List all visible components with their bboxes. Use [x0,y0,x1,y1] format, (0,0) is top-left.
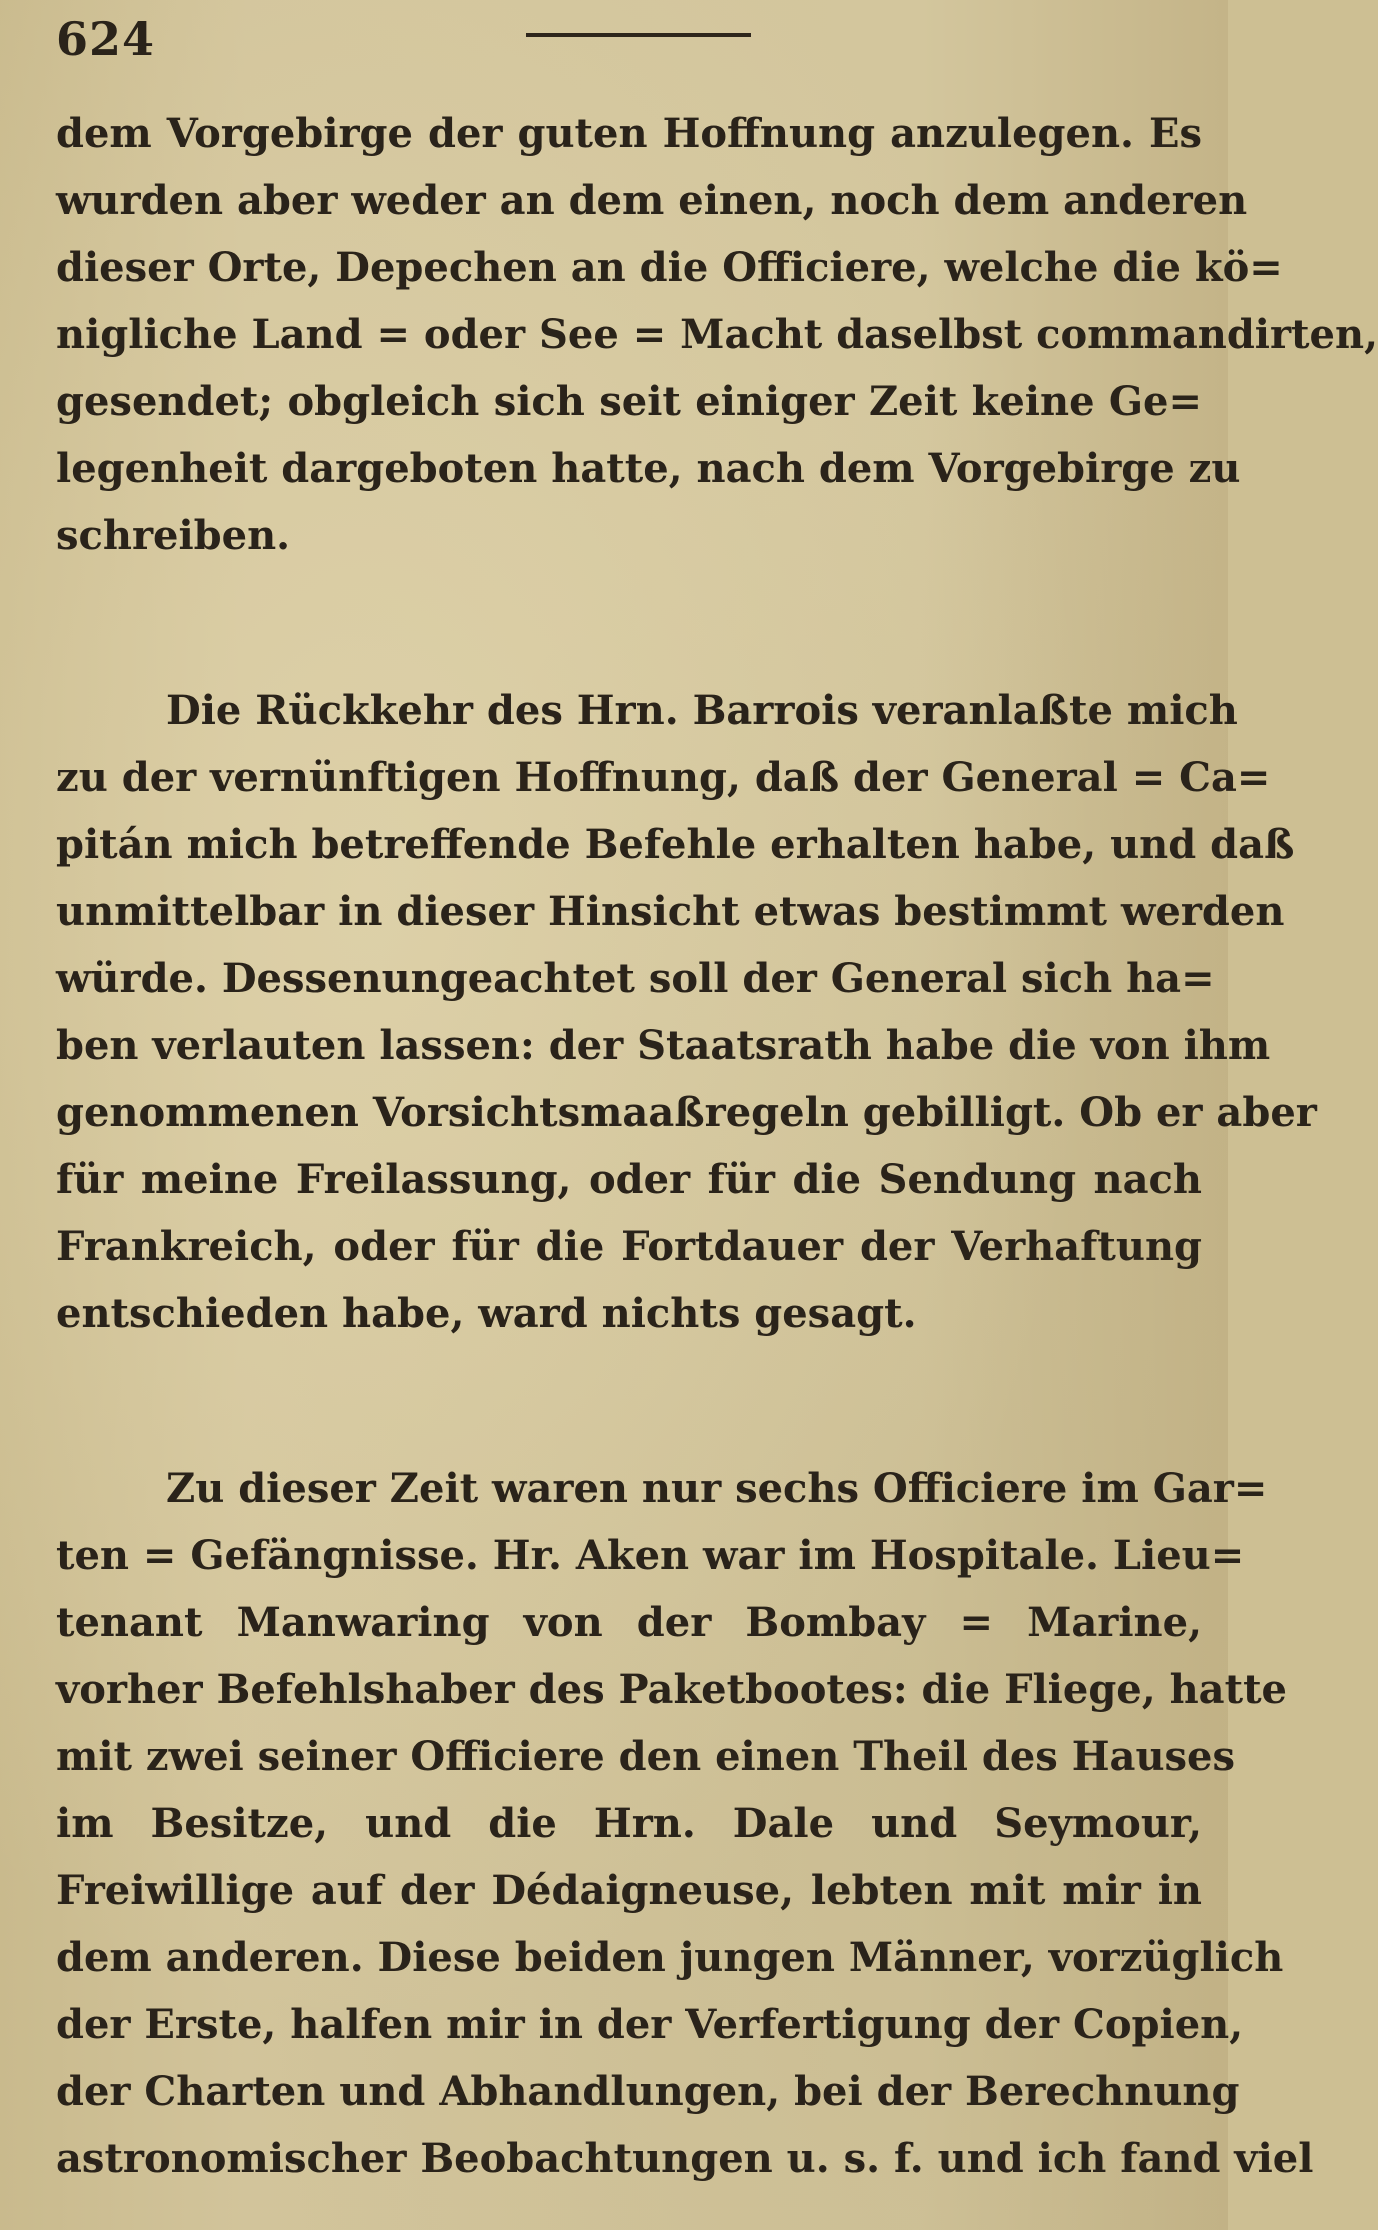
text-line: astronomischer Beobachtungen u. s. f. und ich fand viel [56,2135,1314,2182]
text-line: vorher Befehlshaber des Paketbootes: die Fliege, hatte [56,1666,1287,1713]
body-text [56,100,1378,2192]
header-rule [526,33,751,37]
text-line: Zu dieser Zeit waren nur sechs Officiere im Gar= [166,1465,1268,1512]
text-line: unmittelbar in dieser Hinsicht etwas bestimmt werden [56,888,1285,935]
text-line: der Erste, halfen mir in der Verfertigung der Copien, [56,2001,1244,2048]
text-line: ben verlauten lassen: der Staatsrath habe die von ihm [56,1022,1271,1069]
text-line: ten = Gefängnisse. Hr. Aken war im Hospitale. Lieu= [56,1532,1245,1579]
text-line: würde. Dessenungeachtet soll der General sich ha= [56,955,1215,1002]
paragraph-1 [56,100,1378,569]
text-line: der Charten und Abhandlungen, bei der Berechnung [56,2068,1240,2115]
text-line: nigliche Land = oder See = Macht daselbst commandirten, [56,311,1378,358]
paragraph-2 [56,677,1317,1347]
text-line: im Besitze, und die Hrn. Dale und Seymour, [56,1800,1202,1847]
text-line: legenheit dargeboten hatte, nach dem Vorgebirge zu [56,445,1241,492]
text-line: gesendet; obgleich sich seit einiger Zeit keine Ge= [56,378,1202,425]
page-number: 624 [56,12,156,66]
text-line: pitán mich betreffende Befehle erhalten habe, und daß [56,821,1295,868]
text-line: für meine Freilassung, oder für die Sendung nach [56,1156,1202,1203]
text-line: schreiben. [56,512,291,559]
text-line: Freiwillige auf der Dédaigneuse, lebten mit mir in [56,1867,1202,1914]
paragraph-3 [56,1455,1314,2192]
text-line: mit zwei seiner Officiere den einen Theil des Hauses [56,1733,1236,1780]
paragraph-gap [56,1347,1202,1455]
text-line: zu der vernünftigen Hoffnung, daß der General = Ca= [56,754,1271,801]
text-line: entschieden habe, ward nichts gesagt. [56,1290,917,1337]
text-line: wurden aber weder an dem einen, noch dem anderen [56,177,1248,224]
text-line: genommenen Vorsichtsmaaßregeln gebilligt. Ob er aber [56,1089,1317,1136]
text-line: Die Rückkehr des Hrn. Barrois veranlaßte mich [166,687,1238,734]
text-line: dem Vorgebirge der guten Hoffnung anzulegen. Es [56,110,1202,157]
text-line: dieser Orte, Depechen an die Officiere, welche die kö= [56,244,1283,291]
text-line: Frankreich, oder für die Fortdauer der Verhaftung [56,1223,1202,1270]
paragraph-gap [56,569,1202,677]
text-line: tenant Manwaring von der Bombay = Marine, [56,1599,1202,1646]
text-line: dem anderen. Diese beiden jungen Männer, vorzüglich [56,1934,1284,1981]
